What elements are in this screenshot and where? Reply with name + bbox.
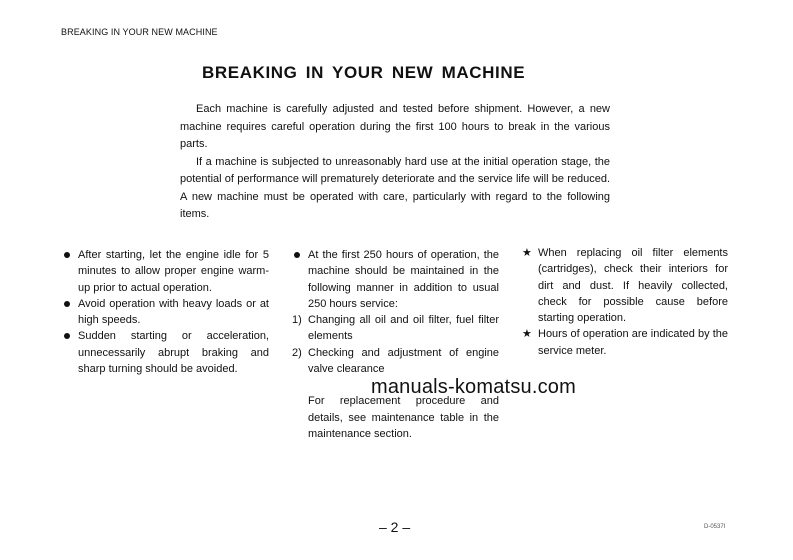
step-marker: 1)	[292, 314, 302, 327]
list-item-text: Avoid operation with heavy loads or at high speeds.	[78, 297, 269, 327]
left-column	[62, 247, 269, 377]
list-item	[522, 245, 728, 326]
bullet-icon	[62, 328, 76, 344]
list-item-text: When replacing oil filter elements (cartridges), check their interiors for dirt and dust. If heavily collected, check for possible cause before starting operation.	[538, 247, 728, 325]
left-bullet-list	[62, 247, 269, 377]
list-item	[62, 296, 269, 329]
right-column	[522, 245, 728, 359]
list-item-text: Changing all oil and oil filter, fuel filter elements	[308, 314, 499, 343]
list-item	[292, 345, 499, 378]
list-item-text: At the first 250 hours of operation, the machine should be maintained in the following manner in addition to usual 250 hours service:	[308, 249, 499, 310]
reference-code: D-0537I	[704, 524, 726, 530]
right-star-list	[522, 245, 728, 359]
list-item	[522, 326, 728, 359]
middle-column	[292, 247, 499, 442]
bullet-icon	[292, 247, 306, 263]
maintenance-note: For replacement procedure and details, see maintenance table in the maintenance section.	[308, 395, 499, 440]
intro-paragraph: If a machine is subjected to unreasonably hard use at the initial operation stage, the potential of performance will prematurely deteriorate and the service life will be reduced. A new machine must be operated with care, particularly with regard to the following items.	[180, 155, 610, 220]
service-steps-list	[292, 312, 499, 377]
list-item	[62, 247, 269, 296]
list-item-text: After starting, let the engine idle for 5 minutes to allow proper engine warm-up prior to actual operation.	[78, 249, 269, 294]
star-icon: ★	[522, 247, 532, 259]
star-icon: ★	[522, 328, 532, 341]
running-header: BREAKING IN YOUR NEW MACHINE	[61, 27, 218, 37]
bullet-icon	[62, 247, 76, 263]
page-number: – 2 –	[379, 519, 411, 535]
page-title: BREAKING IN YOUR NEW MACHINE	[202, 63, 526, 82]
list-item-text: Checking and adjustment of engine valve clearance	[308, 346, 499, 376]
list-item	[292, 247, 499, 312]
list-item	[62, 328, 269, 377]
list-item	[292, 312, 499, 345]
list-item-text: Hours of operation are indicated by the service meter.	[538, 328, 728, 357]
bullet-icon	[62, 296, 76, 312]
intro-section	[180, 101, 610, 224]
watermark: manuals-komatsu.com	[371, 376, 576, 398]
intro-paragraph: Each machine is carefully adjusted and tested before shipment. However, a new machine requires careful operation during the first 100 hours to break in the various parts.	[180, 103, 610, 150]
list-item-text: Sudden starting or acceleration, unnecessarily abrupt braking and sharp turning should be avoided.	[78, 330, 269, 376]
step-marker: 2)	[292, 346, 302, 359]
